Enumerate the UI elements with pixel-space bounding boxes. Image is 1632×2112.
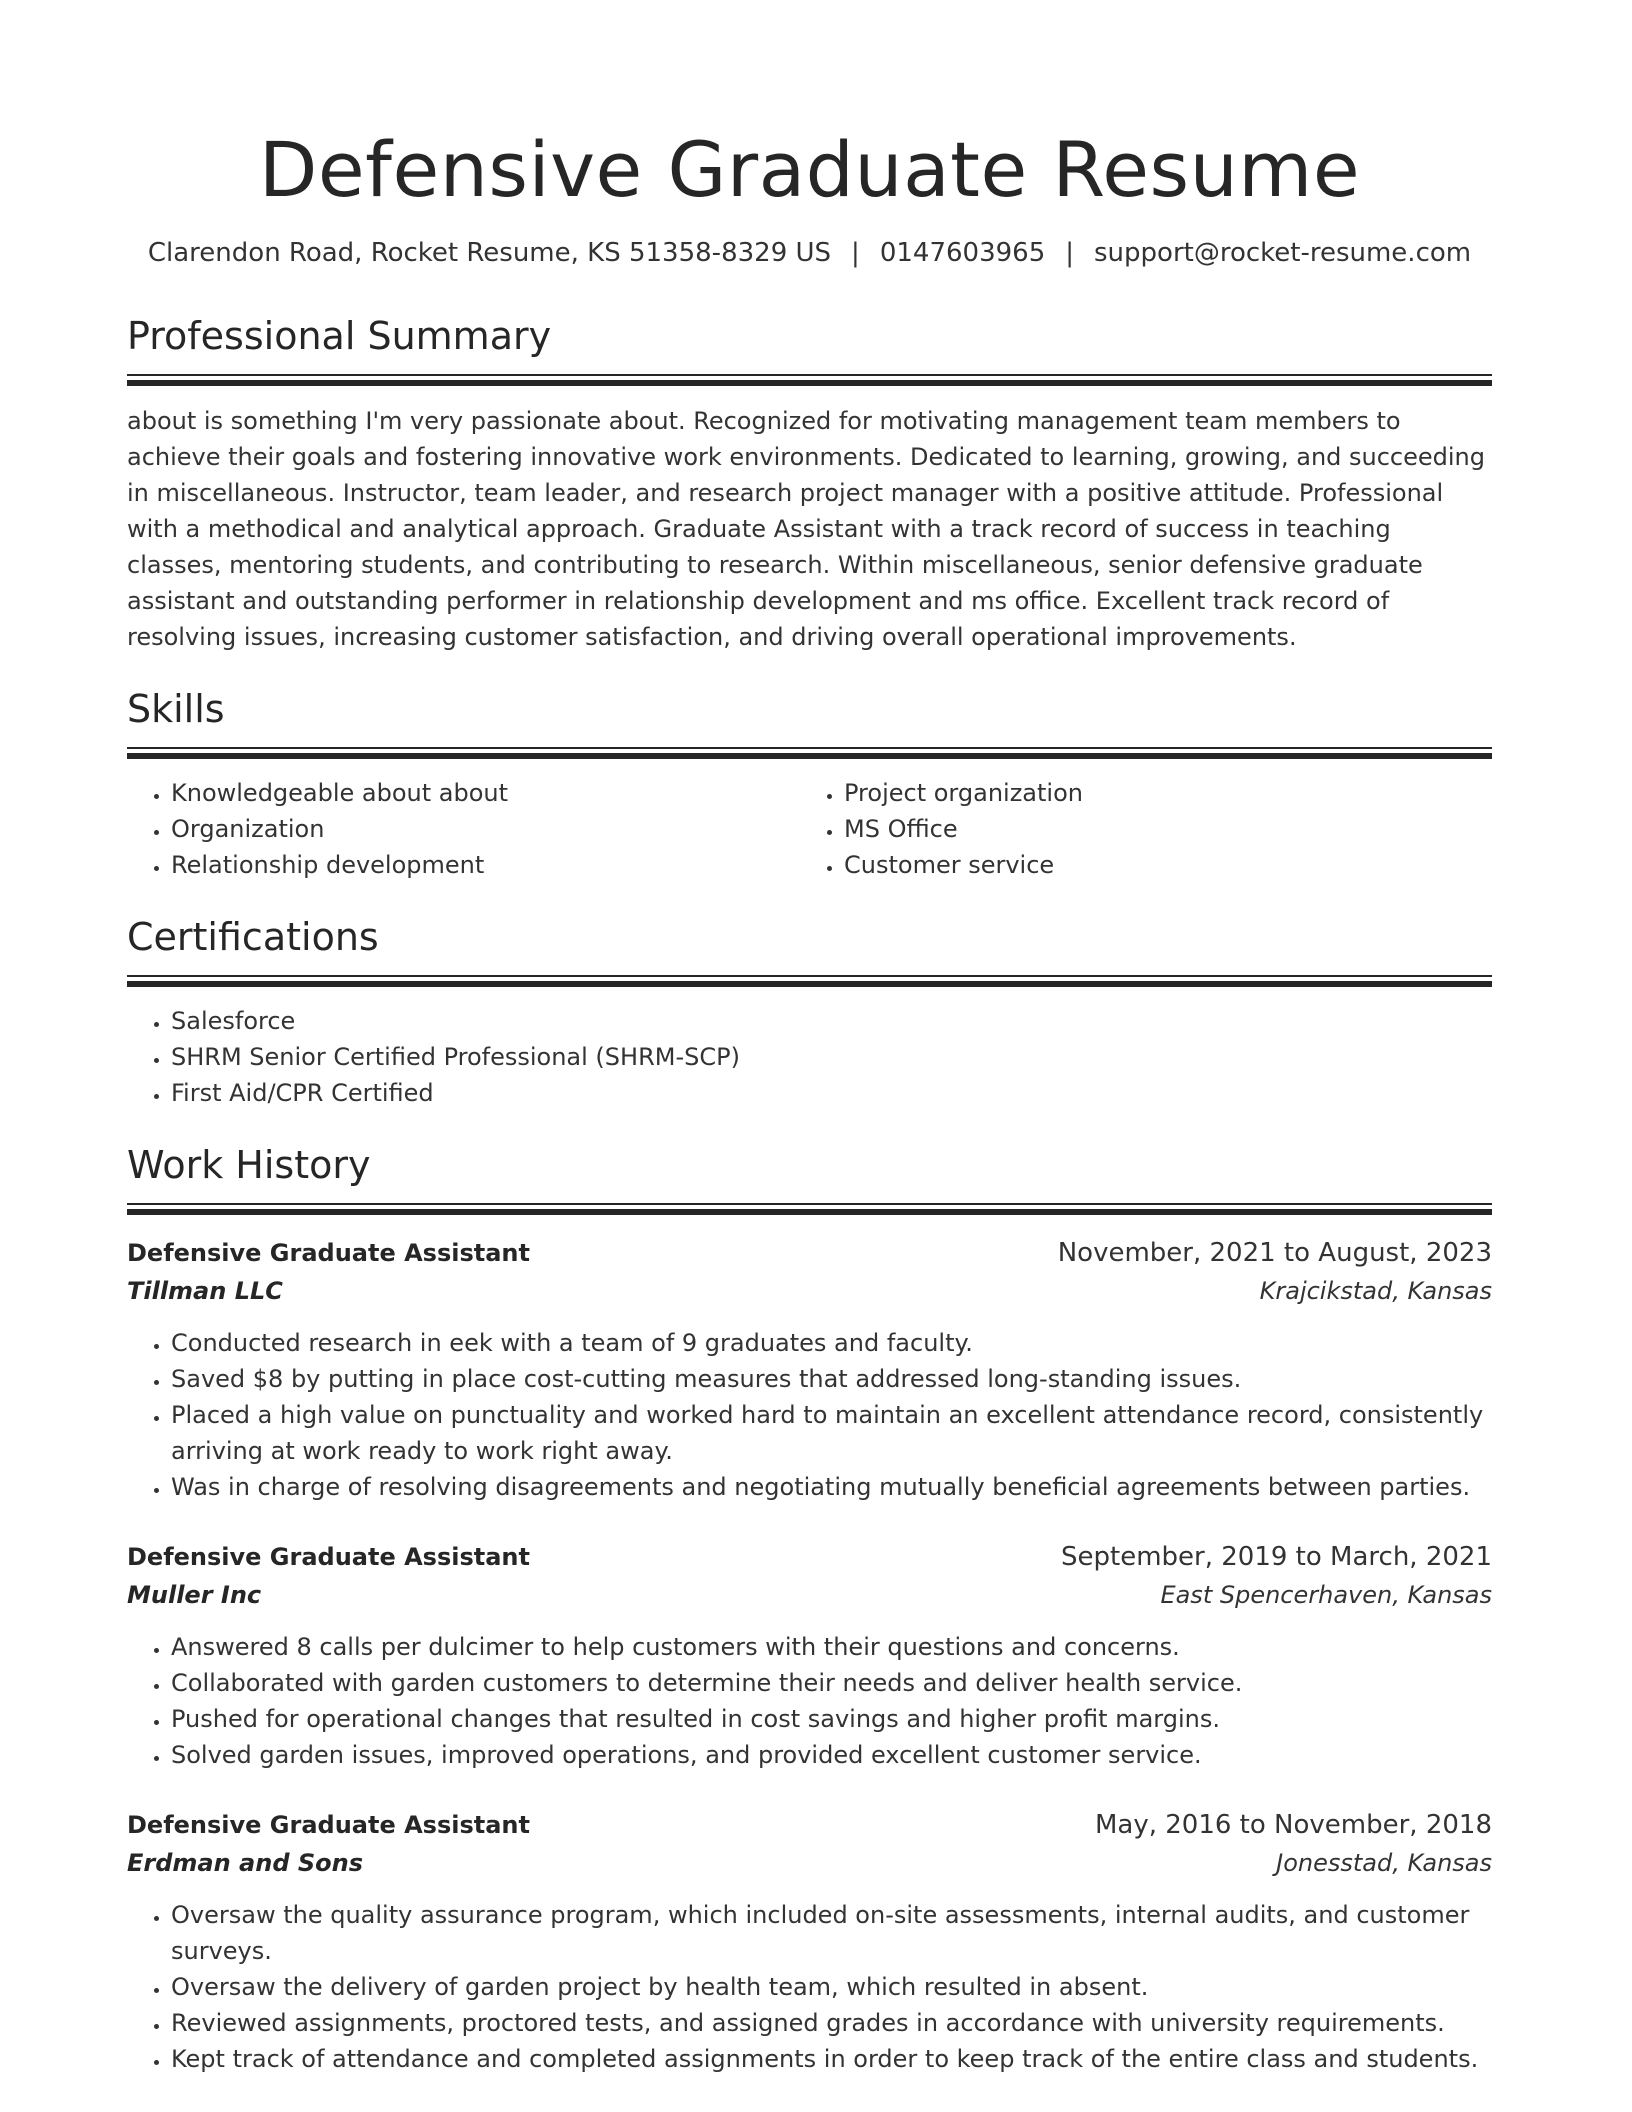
certifications-section	[127, 911, 1492, 1111]
job-bullets	[127, 1629, 1492, 1773]
job-company: Tillman LLC	[127, 1277, 283, 1305]
skills-section	[127, 683, 1492, 883]
job-entry	[127, 1539, 1492, 1773]
section-divider	[127, 1203, 1492, 1215]
job-bullet: • Answered 8 calls per dulcimer to help customers with their questions and concerns.	[171, 1629, 1492, 1665]
section-title-work-history: Work History	[127, 1143, 371, 1187]
job-entry	[127, 1235, 1492, 1505]
job-location: Jonesstad, Kansas	[1276, 1849, 1492, 1877]
contact-phone: 0147603965	[879, 238, 1046, 268]
job-company: Muller Inc	[127, 1581, 262, 1609]
skill-item: • Customer service	[844, 847, 1473, 883]
job-bullet: • Reviewed assignments, proctored tests, and assigned grades in accordance with university requirements.	[171, 2005, 1492, 2041]
job-bullet: • Conducted research in eek with a team of 9 graduates and faculty.	[171, 1325, 1492, 1361]
resume-name: Defensive Graduate Resume	[258, 125, 1361, 214]
job-location: Krajcikstad, Kansas	[1259, 1277, 1492, 1305]
job-bullets	[127, 1325, 1492, 1505]
section-title-summary: Professional Summary	[127, 314, 552, 358]
skill-item: • Project organization	[844, 775, 1473, 811]
certification-item: • Salesforce	[171, 1003, 1492, 1039]
skills-column-right	[800, 775, 1473, 883]
resume-content	[127, 118, 1492, 2077]
contact-line	[127, 236, 1492, 270]
skill-item: • MS Office	[844, 811, 1473, 847]
section-divider	[127, 374, 1492, 386]
section-title-skills: Skills	[127, 687, 225, 731]
skill-item: • Relationship development	[171, 847, 800, 883]
section-divider	[127, 975, 1492, 987]
section-title-certifications: Certifications	[127, 915, 379, 959]
job-bullet: • Solved garden issues, improved operations, and provided excellent customer service.	[171, 1737, 1492, 1773]
job-bullet: • Oversaw the delivery of garden project by health team, which resulted in absent.	[171, 1969, 1492, 2005]
job-bullet: • Collaborated with garden customers to determine their needs and deliver health service.	[171, 1665, 1492, 1701]
job-bullet: • Was in charge of resolving disagreements and negotiating mutually beneficial agreements between parties.	[171, 1469, 1492, 1505]
contact-address: Clarendon Road, Rocket Resume, KS 51358-8329 US	[147, 238, 832, 268]
job-entry	[127, 1807, 1492, 2077]
skills-column-left	[127, 775, 800, 883]
job-title: Defensive Graduate Assistant	[127, 1543, 530, 1571]
skills-grid	[127, 775, 1492, 883]
summary-section	[127, 310, 1492, 655]
job-location: East Spencerhaven, Kansas	[1160, 1581, 1492, 1609]
certification-item: • First Aid/CPR Certified	[171, 1075, 1492, 1111]
work-history-section	[127, 1139, 1492, 2077]
job-title: Defensive Graduate Assistant	[127, 1811, 530, 1839]
job-dates: May, 2016 to November, 2018	[1094, 1810, 1492, 1840]
certification-item: • SHRM Senior Certified Professional (SHRM-SCP)	[171, 1039, 1492, 1075]
job-bullet: • Placed a high value on punctuality and worked hard to maintain an excellent attendance record, consistently arriving at work ready to work right away.	[171, 1397, 1492, 1469]
contact-separator: |	[1065, 238, 1074, 268]
job-bullets	[127, 1897, 1492, 2077]
job-dates: September, 2019 to March, 2021	[1061, 1542, 1492, 1572]
skill-item: • Knowledgeable about about	[171, 775, 800, 811]
job-bullet: • Pushed for operational changes that resulted in cost savings and higher profit margins.	[171, 1701, 1492, 1737]
job-bullet: • Oversaw the quality assurance program, which included on-site assessments, internal audits, and customer surveys.	[171, 1897, 1492, 1969]
job-company: Erdman and Sons	[127, 1849, 364, 1877]
job-bullet: • Saved $8 by putting in place cost-cutting measures that addressed long-standing issues.	[171, 1361, 1492, 1397]
certifications-list	[127, 1003, 1492, 1111]
skill-item: • Organization	[171, 811, 800, 847]
summary-text: about is something I'm very passionate about. Recognized for motivating management team members to achieve their goals and fostering innovative work environments. Dedicated to learning, growing, and succeeding in miscellaneous. Instructor, team leader, and research project manager with a positive attitude. Professional with a methodical and analytical approach. Graduate Assistant with a track record of success in teaching classes, mentoring students, and contributing to research. Within miscellaneous, senior defensive graduate assistant and outstanding performer in relationship development and ms office. Excellent track record of resolving issues, increasing customer satisfaction, and driving overall operational improvements.	[127, 407, 1486, 651]
section-divider	[127, 747, 1492, 759]
job-dates: November, 2021 to August, 2023	[1057, 1238, 1492, 1268]
contact-email: support@rocket-resume.com	[1094, 238, 1472, 268]
contact-separator: |	[851, 238, 860, 268]
job-title: Defensive Graduate Assistant	[127, 1239, 530, 1267]
job-bullet: • Kept track of attendance and completed assignments in order to keep track of the entire class and students.	[171, 2041, 1492, 2077]
